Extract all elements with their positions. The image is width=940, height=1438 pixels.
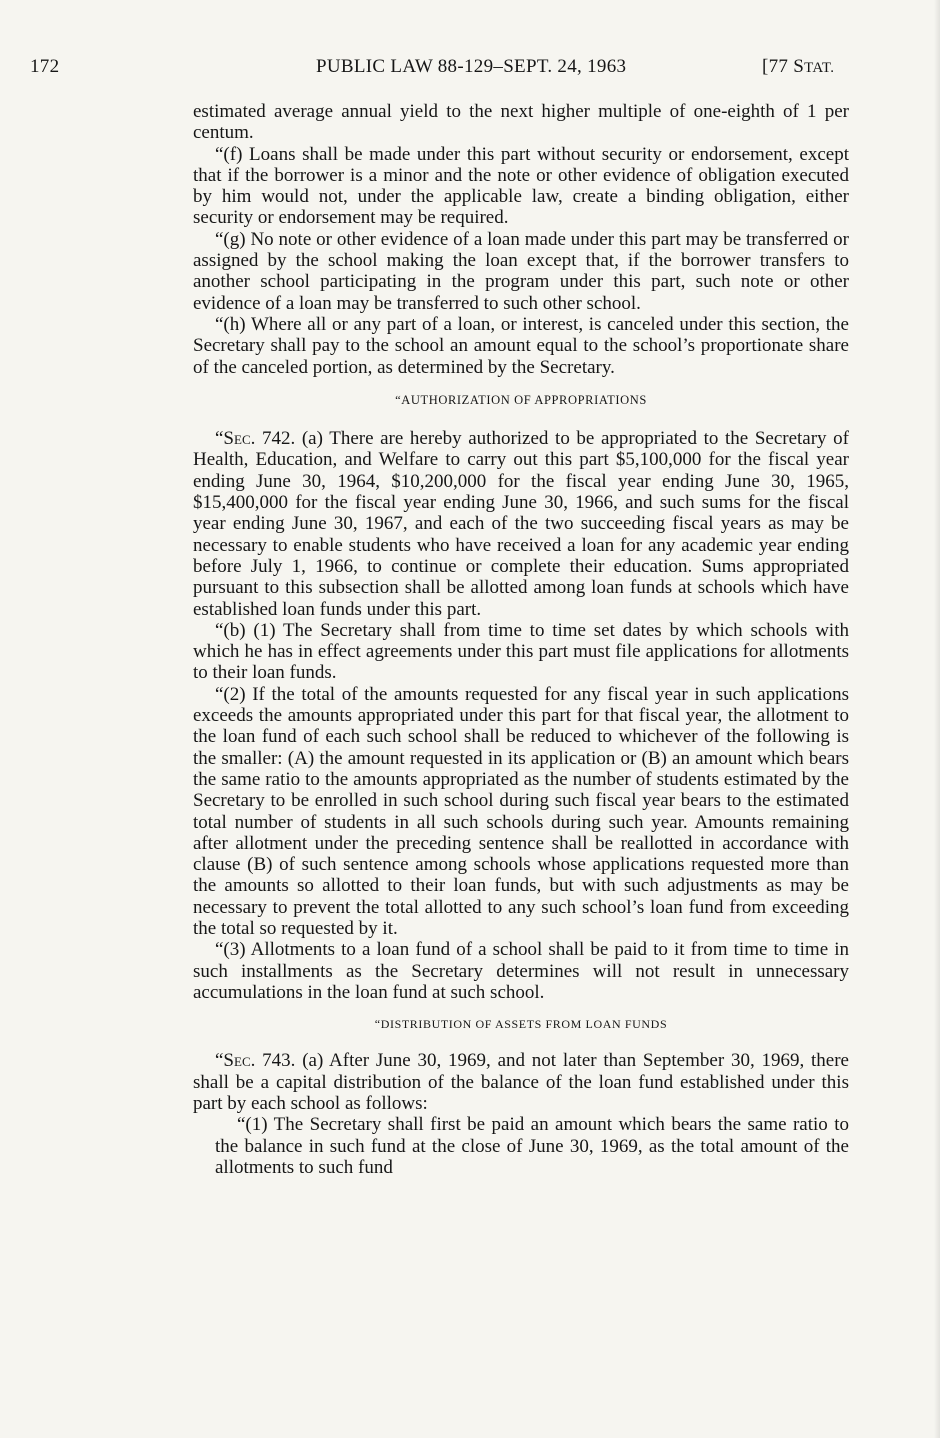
section-742-a bbox=[193, 428, 849, 620]
statute-prefix: [77 S bbox=[762, 56, 805, 77]
section-heading-distribution: “DISTRIBUTION OF ASSETS FROM LOAN FUNDS bbox=[374, 1017, 668, 1032]
paragraph-f: “(f) Loans shall be made under this part without security or endorsement, except that if the borrower is a minor and the note or other evidence of obligation executed by him would not, under the applicable law, create a binding obligation, either security or endorsement may be required. bbox=[193, 143, 849, 229]
page-number: 172 bbox=[30, 56, 60, 77]
paragraph-b2: “(2) If the total of the amounts requested for any fiscal year in such applications exceeds the amounts appropriated under this part for that fiscal year, the allotment to the loan fund of each such school shall be reduced to whichever of the following is the smaller: (A) the amount requested in its application or (B) an amount which bears the same ratio to the amounts appropriated as the number of students estimated by the Secretary to be enrolled in such school during such fiscal year bears to the estimated total number of students in all such schools during such year. Amounts remaining after allotment under the preceding sentence shall be reallotted in accordance with clause (B) of such sentence among schools whose applications requested more than the amounts so allotted to their loan funds, but with such adjustments as may be necessary to prevent the total allotted to any such school’s loan fund from exceeding the total so requested by it. bbox=[193, 683, 849, 939]
paragraph-h: “(h) Where all or any part of a loan, or interest, is canceled under this section, the Secretary shall pay to the school an amount equal to the school’s proportionate share of the canceled portion, as determined by the Secretary. bbox=[193, 313, 849, 378]
paragraph-b3: “(3) Allotments to a loan fund of a school shall be paid to it from time to time in such installments as the Secretary determines will not result in unnecessary accumulations in the loan fund at such school. bbox=[193, 939, 849, 1003]
running-title: PUBLIC LAW 88-129–SEPT. 24, 1963 bbox=[316, 56, 627, 77]
statute-body bbox=[193, 101, 849, 1178]
page-edge-shadow bbox=[934, 0, 940, 1438]
paragraph-743-a1: “(1) The Secretary shall first be paid an amount which bears the same ratio to the balance in such fund at the close of June 30, 1969, as the total amount of the allotments to such fund bbox=[215, 1114, 849, 1178]
section-742-label: “Sec. 742. bbox=[215, 428, 296, 450]
section-743-text: (a) After June 30, 1969, and not later than September 30, 1969, there shall be a capital distribution of the balance of the loan fund established under this part by each school as follows: bbox=[193, 1050, 849, 1115]
section-743-label: “Sec. 743. bbox=[215, 1050, 296, 1072]
statute-suffix: TAT. bbox=[804, 60, 835, 76]
paragraph-g: “(g) No note or other evidence of a loan made under this part may be transferred or assigned by the school making the loan except that, if the borrower transfers to another school participating in the program under this part, such note or other evidence of a loan may be transferred to such other school. bbox=[193, 228, 849, 314]
paragraph-yield: estimated average annual yield to the next higher multiple of one-eighth of 1 per centum. bbox=[193, 101, 849, 144]
section-heading-authorization: “AUTHORIZATION OF APPROPRIATIONS bbox=[395, 392, 647, 407]
running-head bbox=[30, 56, 870, 86]
section-743-a bbox=[193, 1050, 849, 1114]
paragraph-b1: “(b) (1) The Secretary shall from time to time set dates by which schools with which he has in effect agreements under this part must file applications for allotments to their loan funds. bbox=[193, 619, 849, 684]
statute-reference bbox=[762, 56, 834, 78]
section-742-text: (a) There are hereby authorized to be appropriated to the Secretary of Health, Education, and Welfare to carry out this part $5,100,000 for the fiscal year ending June 30, 1964, $10,200,000 for the fiscal year ending June 30, 1965, $15,400,000 for the fiscal year ending June 30, 1966, and such sums for the fiscal year ending June 30, 1967, and each of the two succeeding fiscal years as may be necessary to enable students who have received a loan for any academic year ending before July 1, 1966, to continue or complete their education. Sums appropriated pursuant to this subsection shall be allotted among loan funds at schools which have established loan funds under this part. bbox=[193, 428, 849, 620]
